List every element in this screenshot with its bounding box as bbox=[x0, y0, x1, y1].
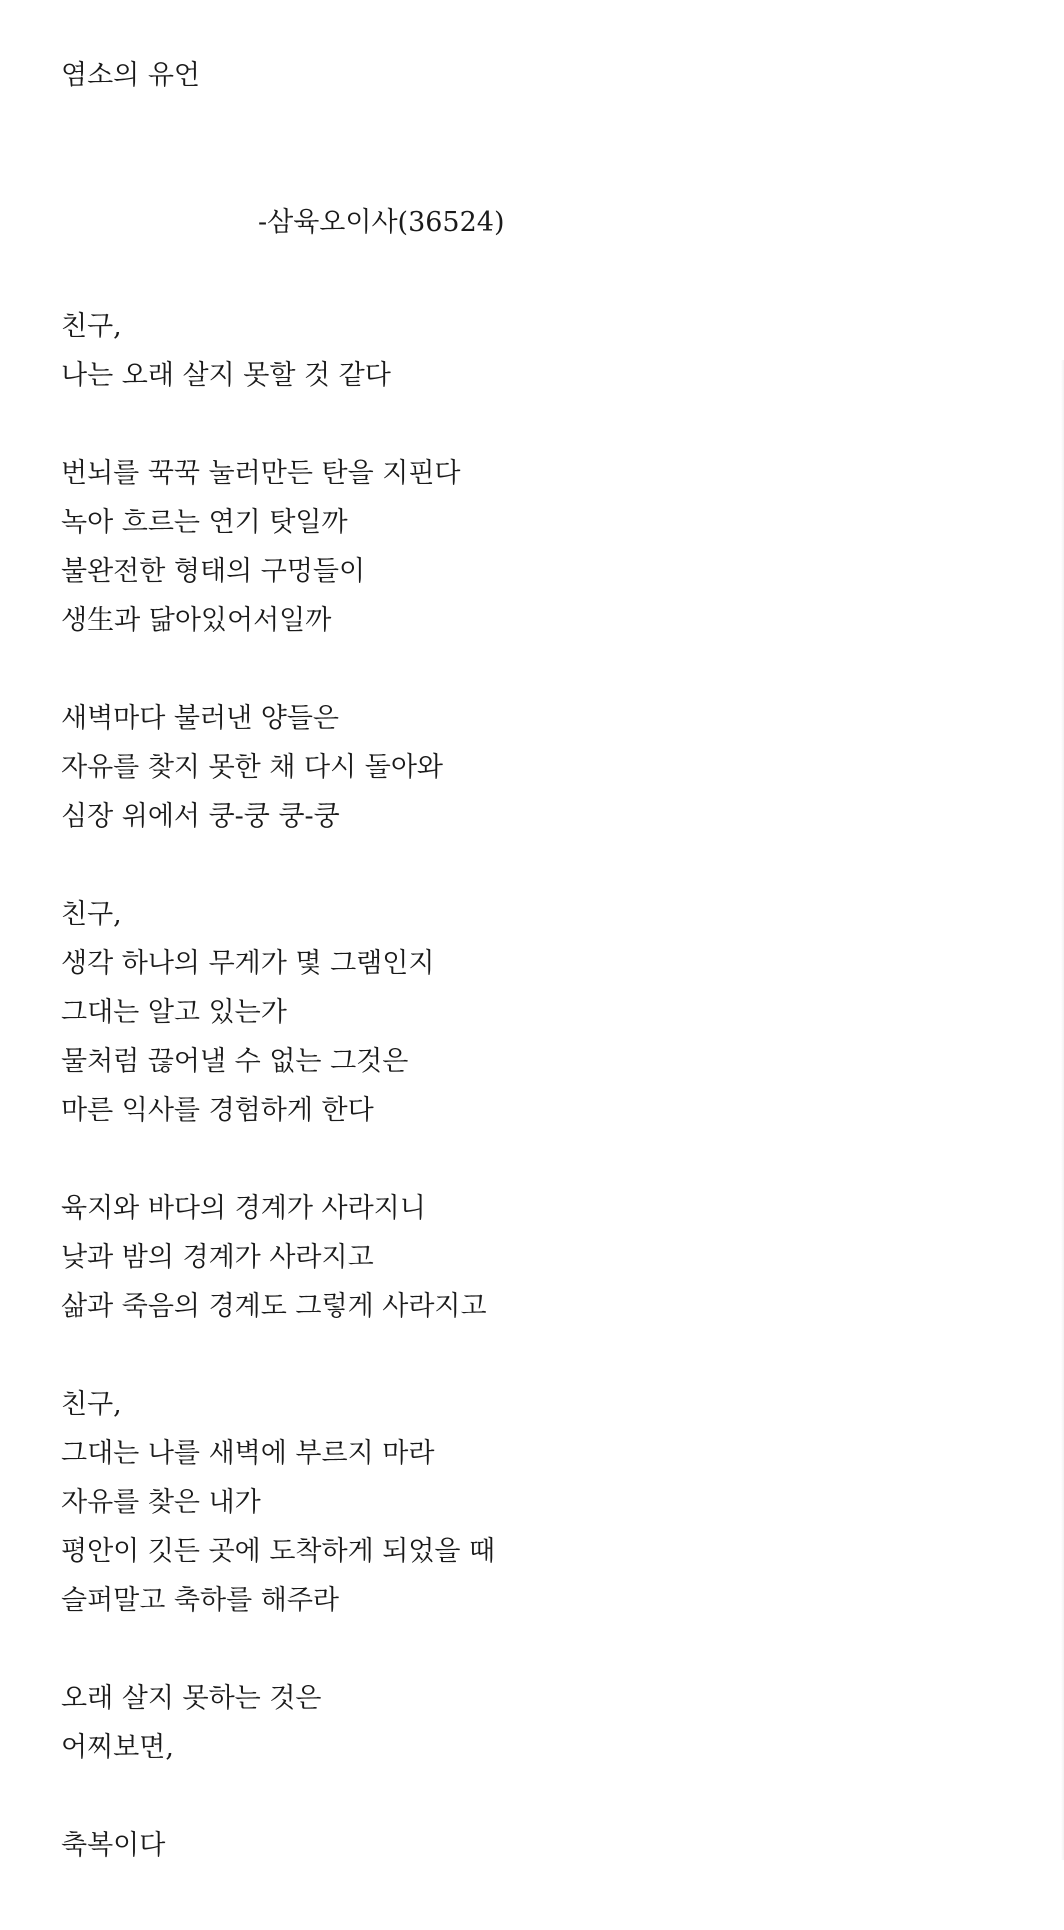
stanza-2 bbox=[61, 449, 495, 645]
poem-title: 염소의 유언 bbox=[61, 60, 200, 91]
poem-line: 친구, bbox=[61, 311, 122, 342]
poem-line: 평안이 깃든 곳에 도착하게 되었을 때 bbox=[61, 1536, 496, 1567]
poem-line: 어찌보면, bbox=[61, 1732, 174, 1763]
stanza-6 bbox=[61, 1380, 495, 1625]
poem-body bbox=[61, 302, 495, 1919]
poem-line: 불완전한 형태의 구멍들이 bbox=[61, 556, 366, 587]
poem-line: 번뇌를 꾹꾹 눌러만든 탄을 지핀다 bbox=[61, 458, 461, 489]
poem-line: 삶과 죽음의 경계도 그렇게 사라지고 bbox=[61, 1291, 487, 1322]
poem-line: 생각 하나의 무게가 몇 그램인지 bbox=[61, 948, 435, 979]
stanza-3 bbox=[61, 694, 495, 841]
poem-line: 마른 익사를 경험하게 한다 bbox=[61, 1095, 374, 1126]
poem-line: 녹아 흐르는 연기 탓일까 bbox=[61, 507, 348, 538]
stanza-4 bbox=[61, 890, 495, 1135]
poem-line: 물처럼 끊어낼 수 없는 그것은 bbox=[61, 1046, 409, 1077]
poem-line: 낮과 밤의 경계가 사라지고 bbox=[61, 1242, 374, 1273]
poem-line: 심장 위에서 쿵-쿵 쿵-쿵 bbox=[61, 801, 340, 832]
poem-line: 육지와 바다의 경계가 사라지니 bbox=[61, 1193, 426, 1224]
poem-line: 자유를 찾은 내가 bbox=[61, 1487, 261, 1518]
poem-line: 그대는 알고 있는가 bbox=[61, 997, 287, 1028]
poem-line: 그대는 나를 새벽에 부르지 마라 bbox=[61, 1438, 435, 1469]
stanza-1 bbox=[61, 302, 495, 400]
poem-line: 친구, bbox=[61, 1389, 122, 1420]
stanza-8 bbox=[61, 1821, 495, 1870]
poem-line: 오래 살지 못하는 것은 bbox=[61, 1683, 322, 1714]
poem-line: 친구, bbox=[61, 899, 122, 930]
stanza-7 bbox=[61, 1674, 495, 1772]
poem-author: -삼육오이사(36524) bbox=[258, 207, 505, 238]
poem-line: 생生과 닮아있어서일까 bbox=[61, 605, 332, 636]
poem-line: 새벽마다 불러낸 양들은 bbox=[61, 703, 339, 734]
poem-line: 축복이다 bbox=[61, 1830, 166, 1861]
stanza-5 bbox=[61, 1184, 495, 1331]
poem-line: 나는 오래 살지 못할 것 같다 bbox=[61, 360, 391, 391]
poem-line: 자유를 찾지 못한 채 다시 돌아와 bbox=[61, 752, 443, 783]
poem-line: 슬퍼말고 축하를 해주라 bbox=[61, 1585, 339, 1616]
